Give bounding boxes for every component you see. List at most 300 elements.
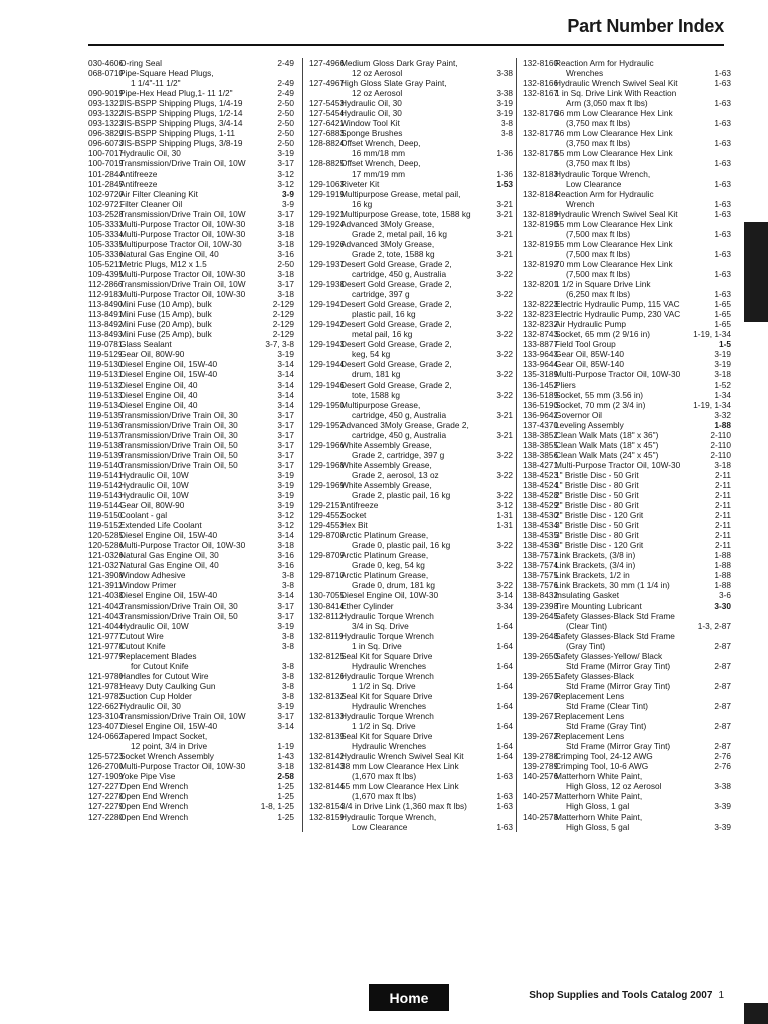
page-reference: 1-64	[496, 640, 513, 651]
page-reference	[729, 771, 731, 781]
index-entry	[523, 590, 731, 600]
page-reference: 3-8	[282, 690, 294, 701]
part-description: Multi-Purpose Tractor Oil, 10W-30	[120, 228, 246, 239]
part-number	[309, 450, 341, 460]
page-reference: 3-22	[496, 449, 513, 460]
part-description: Std Frame (Mirror Gray Tint)	[566, 741, 671, 752]
index-entry	[523, 279, 731, 289]
part-number: 132-8190	[523, 218, 559, 229]
index-entry	[88, 631, 294, 641]
part-number: 124-0662	[88, 731, 124, 742]
part-number: 140-2577	[523, 791, 559, 802]
page-reference: 3-17	[277, 600, 294, 611]
index-entry	[309, 711, 513, 721]
part-number: 119-5132	[88, 379, 123, 390]
part-description: Multi-Purpose Tractor Oil, 10W-30	[120, 218, 246, 229]
page-reference: 3-6	[719, 590, 731, 601]
page-reference: 3-22	[496, 540, 513, 551]
part-number: 136-9642	[523, 409, 559, 420]
page-reference	[511, 570, 513, 580]
page-reference: 3-17	[277, 158, 294, 169]
part-description: Hydraulic Wrenches	[352, 660, 427, 671]
index-entry	[523, 751, 731, 761]
part-description: keg, 54 kg	[352, 349, 391, 360]
index-entry	[88, 801, 294, 811]
page-reference	[729, 189, 731, 199]
part-number: 133-9643	[523, 349, 559, 360]
index-entry	[88, 721, 294, 731]
page-reference: 2-11	[715, 520, 731, 531]
part-number: 119-5144	[88, 500, 123, 511]
part-number: 105-5211	[88, 258, 123, 269]
part-description: Insulating Gasket	[555, 590, 620, 601]
part-description: Open End Wrench	[120, 781, 189, 792]
part-number	[523, 138, 555, 148]
index-entry	[309, 289, 513, 299]
part-description: Arctic Platinum Grease,	[341, 530, 429, 541]
part-description: Electric Hydraulic Pump, 115 VAC	[555, 299, 680, 310]
index-entry	[309, 148, 513, 158]
index-entry	[88, 580, 294, 590]
part-description: Riveter Kit	[341, 178, 380, 189]
part-number	[309, 721, 341, 731]
page-reference	[511, 400, 513, 410]
part-number: 127-6421	[309, 118, 345, 129]
part-description: Link Brackets, 30 mm (1 1/4 in)	[555, 580, 670, 591]
part-number	[88, 78, 120, 88]
page-reference: 3-19	[496, 108, 513, 119]
part-description: Clean Walk Mats (18" x 36")	[555, 429, 659, 440]
index-entry	[523, 701, 731, 711]
part-description: 36 mm Low Clearance Hex Link	[555, 108, 673, 119]
index-entry	[88, 259, 294, 269]
part-number: 119-5142	[88, 479, 123, 490]
index-entry	[309, 641, 513, 651]
part-description: Diesel Engine Oil, 40	[120, 379, 198, 390]
part-number: 121-9778	[88, 640, 124, 651]
page-reference	[729, 128, 731, 138]
page-reference: 3-19	[277, 620, 294, 631]
page-reference: 1-34	[714, 389, 731, 400]
index-entry	[309, 791, 513, 801]
part-number: 102-9720	[88, 188, 124, 199]
index-entry	[523, 651, 731, 661]
part-number: 129-1926	[309, 238, 345, 249]
part-description: Window Tool Kit	[341, 118, 400, 129]
part-number: 129-1937	[309, 258, 345, 269]
part-number	[523, 781, 555, 791]
part-description: 1" Bristle Disc - 80 Grit	[555, 479, 639, 490]
index-entry	[88, 530, 294, 540]
index-entry	[88, 812, 294, 822]
part-number: 128-8825	[309, 158, 345, 169]
part-description: Std Frame (Mirror Gray Tint)	[566, 660, 671, 671]
page-reference: 2-129	[272, 299, 294, 310]
part-number: 101-2845	[88, 178, 124, 189]
part-description: Antifreeze	[120, 168, 158, 179]
page-reference: 1-63	[714, 228, 731, 239]
page-reference: 3-38	[496, 68, 513, 79]
part-number	[309, 229, 341, 239]
index-entry	[523, 58, 731, 68]
part-description: Advanced 3Moly Grease, Grade 2,	[341, 419, 469, 430]
part-description: Reaction Arm for Hydraulic	[555, 58, 654, 68]
page-reference: 1-65	[714, 299, 731, 310]
page-reference	[511, 611, 513, 621]
page-reference	[729, 711, 731, 721]
part-description: (6,250 max ft lbs)	[566, 289, 631, 300]
index-entry	[88, 641, 294, 651]
part-number: 132-8166	[523, 78, 559, 89]
part-number: 132-8133	[309, 711, 345, 722]
page-reference: 3-19	[277, 479, 294, 490]
index-entry	[523, 711, 731, 721]
page-reference: 1-3, 2-87	[697, 620, 731, 631]
page-reference	[511, 239, 513, 249]
index-entry	[309, 380, 513, 390]
part-description: Filter Cleaner Oil	[120, 198, 183, 209]
index-entry	[88, 269, 294, 279]
part-description: Hydraulic Wrenches	[352, 741, 427, 752]
part-description: drum, 181 kg	[352, 369, 401, 380]
index-entry	[523, 380, 731, 390]
index-entry	[88, 359, 294, 369]
part-description: Transmission/Drive Train Oil, 50	[120, 459, 238, 470]
part-number: 121-9777	[88, 630, 124, 641]
part-description: Crimping Tool, 24-12 AWG	[555, 751, 653, 762]
index-entry	[523, 118, 731, 128]
page-reference: 1-52	[714, 379, 731, 390]
part-description: Glass Sealant	[120, 339, 172, 350]
part-description: Link Brackets, (3/8 in)	[555, 550, 636, 561]
part-number: 119-5135	[88, 409, 123, 420]
page-reference: 3-21	[496, 248, 513, 259]
part-description: Multipurpose Tractor Oil, 10W-30	[120, 238, 242, 249]
part-description: JIS-BSPP Shipping Plugs, 1-11	[120, 128, 235, 139]
index-entry	[523, 209, 731, 219]
part-number: 119-5134	[88, 399, 123, 410]
part-number: 105-3335	[88, 238, 124, 249]
index-entry	[523, 560, 731, 570]
page-reference	[511, 319, 513, 329]
index-entry	[309, 189, 513, 199]
part-number: 138-3856	[523, 449, 559, 460]
index-entry	[309, 661, 513, 671]
part-description: Tire Mounting Lubricant	[555, 600, 642, 611]
part-number: 136-5190	[523, 399, 559, 410]
part-description: Hydraulic Torque Wrench,	[555, 168, 651, 179]
part-description: Multipurpose Grease, tote, 1588 kg	[341, 208, 471, 219]
index-entry	[309, 781, 513, 791]
index-entry	[523, 641, 731, 651]
part-description: tote, 1588 kg	[352, 389, 400, 400]
page-reference: 2-129	[272, 309, 294, 320]
index-entry	[309, 359, 513, 369]
page-reference: 3-17	[277, 429, 294, 440]
page-reference: 3-34	[496, 600, 513, 611]
index-entry	[309, 349, 513, 359]
part-description: Multipurpose Grease, metal pail,	[341, 188, 461, 199]
page-reference	[729, 611, 731, 621]
page-reference	[729, 169, 731, 179]
part-description: Pipe-Hex Head Plug,1- 11 1/2"	[120, 88, 233, 99]
part-description: High Gloss, 5 gal	[566, 821, 630, 832]
part-description: 1 1/4"-11 1/2"	[131, 78, 181, 89]
part-number: 119-5143	[88, 490, 123, 501]
index-entry	[523, 339, 731, 349]
index-entry	[523, 761, 731, 771]
part-description: 46 mm Low Clearance Hex Link	[555, 128, 673, 139]
page-reference	[729, 731, 731, 741]
index-entry	[88, 390, 294, 400]
part-number: 138-4524	[523, 479, 559, 490]
page-reference: 2-129	[272, 319, 294, 330]
page-reference: 3-39	[714, 821, 731, 832]
page-reference: 3-14	[277, 359, 294, 370]
page-reference: 3-21	[496, 228, 513, 239]
part-number	[88, 661, 120, 671]
part-description: Cutout Wire	[120, 630, 164, 641]
index-entry	[309, 490, 513, 500]
part-description: Transmission/Drive Train Oil, 50	[120, 610, 238, 621]
part-number: 138-7576	[523, 580, 559, 591]
part-number	[309, 349, 341, 359]
part-description: (Gray Tint)	[566, 640, 606, 651]
index-entry	[88, 108, 294, 118]
part-description: Matterhorn White Paint,	[555, 811, 643, 822]
page-reference: 1-63	[714, 78, 731, 89]
part-number: 138-7575	[523, 570, 559, 581]
page-reference: 1-25	[277, 781, 294, 792]
part-description: Transmission/Drive Train Oil, 10W	[120, 158, 246, 169]
page-reference	[511, 550, 513, 560]
index-entry	[523, 510, 731, 520]
part-number	[523, 118, 555, 128]
page-reference: 3-19	[714, 349, 731, 360]
part-number: 132-8112	[309, 610, 344, 621]
index-entry	[309, 771, 513, 781]
part-number: 119-0781	[88, 339, 123, 350]
page-reference	[511, 339, 513, 349]
index-entry	[88, 179, 294, 189]
index-entry	[309, 400, 513, 410]
page-reference: 1-88	[714, 580, 731, 591]
part-number: 139-2645	[523, 610, 559, 621]
part-number	[309, 771, 341, 781]
page-reference: 3-21	[496, 198, 513, 209]
index-entry	[523, 400, 731, 410]
page-reference	[729, 691, 731, 701]
part-number: 030-4606	[88, 58, 124, 68]
index-entry	[309, 410, 513, 420]
part-number: 129-1969	[309, 479, 345, 490]
part-number	[309, 329, 341, 339]
index-entry	[309, 460, 513, 470]
part-number: 119-5152	[88, 520, 123, 531]
part-number	[523, 98, 555, 108]
part-description: Antifreeze	[341, 500, 379, 511]
page-reference: 2-11	[715, 530, 731, 541]
part-number: 100-7019	[88, 158, 124, 169]
part-description: Hydraulic Torque Wrench	[341, 670, 434, 681]
part-description: Metric Plugs, M12 x 1.5	[120, 258, 207, 269]
page-reference: 3-14	[277, 399, 294, 410]
index-entry	[88, 651, 294, 661]
index-entry	[523, 410, 731, 420]
part-description: Desert Gold Grease, Grade 2,	[341, 319, 452, 330]
part-description: metal pail, 16 kg	[352, 329, 413, 340]
part-description: Grade 2, aerosol, 13 oz	[352, 469, 439, 480]
page-reference: 3-12	[277, 178, 294, 189]
page-reference: 3-22	[496, 389, 513, 400]
index-entry	[88, 420, 294, 430]
page-reference	[729, 631, 731, 641]
index-entry	[309, 691, 513, 701]
page-reference: 3-17	[277, 711, 294, 722]
part-description: Hydraulic Oil, 10W	[120, 479, 189, 490]
part-description: Medium Gloss Dark Gray Paint,	[341, 58, 458, 68]
part-description: Transmission/Drive Train Oil, 10W	[120, 711, 246, 722]
part-number: 129-1952	[309, 419, 345, 430]
home-button[interactable]: Home	[369, 984, 449, 1011]
part-number: 127-6883	[309, 128, 345, 139]
index-entry	[523, 631, 731, 641]
part-number: 129-1943	[309, 339, 345, 350]
part-number: 132-8154	[309, 801, 345, 812]
part-number: 132-8178	[523, 148, 559, 159]
page-reference: 3-14	[277, 530, 294, 541]
index-entry	[309, 611, 513, 621]
part-number: 132-8231	[523, 309, 559, 320]
part-description: Gear Oil, 85W-140	[555, 359, 625, 370]
part-description: Desert Gold Grease, Grade 2,	[341, 379, 452, 390]
part-description: Std Frame (Mirror Gray Tint)	[566, 680, 671, 691]
index-entry	[309, 430, 513, 440]
part-number: 129-1944	[309, 359, 345, 370]
part-description: Natural Gas Engine Oil, 40	[120, 560, 219, 571]
part-number: 121-9780	[88, 670, 124, 681]
index-entry	[309, 761, 513, 771]
page-reference: 3-19	[496, 98, 513, 109]
part-number	[523, 822, 555, 832]
part-number	[523, 68, 555, 78]
part-number: 139-2398	[523, 600, 559, 611]
part-number: 121-3908	[88, 570, 124, 581]
index-entry	[88, 711, 294, 721]
part-description: Socket Wrench Assembly	[120, 751, 214, 762]
part-number: 138-4536	[523, 540, 559, 551]
page-reference	[729, 671, 731, 681]
page-reference: 3-19	[277, 349, 294, 360]
part-description: Grade 2, cartridge, 397 g	[352, 449, 445, 460]
index-entry	[523, 812, 731, 822]
index-entry	[309, 631, 513, 641]
part-description: Diesel Engine Oil, 40	[120, 389, 198, 400]
page-reference	[292, 731, 294, 741]
page-reference: 1-19	[277, 741, 294, 752]
part-number: 121-4043	[88, 610, 124, 621]
part-number	[309, 148, 341, 158]
part-number: 103-2528	[88, 208, 124, 219]
part-description: Multi-Purpose Tractor Oil, 10W-30	[555, 459, 681, 470]
part-number	[309, 169, 341, 179]
index-entry	[88, 249, 294, 259]
part-number: 119-5130	[88, 359, 123, 370]
index-entry	[309, 390, 513, 400]
page-reference	[729, 148, 731, 158]
index-entry	[88, 88, 294, 98]
page-reference	[729, 791, 731, 801]
index-entry	[309, 721, 513, 731]
index-entry	[88, 369, 294, 379]
part-description: Clean Walk Mats (18" x 45")	[555, 439, 659, 450]
index-entry	[309, 701, 513, 711]
index-entry	[523, 229, 731, 239]
page-reference: 1-63	[714, 198, 731, 209]
index-entry	[88, 520, 294, 530]
part-description: White Assembly Grease,	[341, 479, 432, 490]
index-entry	[523, 359, 731, 369]
part-description: Antifreeze	[120, 178, 158, 189]
part-description: Mini Fuse (15 Amp), bulk	[120, 309, 212, 320]
part-number: 129-1941	[309, 299, 345, 310]
index-entry	[88, 299, 294, 309]
index-entry	[523, 158, 731, 168]
page-reference: 2-87	[714, 640, 731, 651]
index-entry	[88, 410, 294, 420]
page-reference: 3-21	[496, 208, 513, 219]
index-entry	[523, 138, 731, 148]
index-entry	[523, 299, 731, 309]
part-number: 138-4535	[523, 530, 559, 541]
part-number: 132-8125	[309, 650, 345, 661]
page-reference: 2-110	[710, 449, 731, 460]
part-number: 127-5454	[309, 108, 345, 119]
page-reference: 3-19	[714, 359, 731, 370]
part-description: plastic pail, 16 kg	[352, 309, 416, 320]
part-number: 138-4534	[523, 520, 559, 531]
part-number	[523, 289, 555, 299]
part-number: 138-3852	[523, 429, 559, 440]
part-description: Grade 0, keg, 54 kg	[352, 560, 425, 571]
part-description: Coolant - gal	[120, 510, 168, 521]
page-reference: 3-18	[277, 268, 294, 279]
index-entry	[523, 480, 731, 490]
part-description: Hydraulic Oil, 30	[341, 108, 402, 119]
page-reference: 3-9	[282, 188, 294, 199]
part-description: 3" Bristle Disc - 80 Grit	[555, 530, 639, 541]
part-number: 137-4370	[523, 419, 559, 430]
page-reference: 3-17	[277, 409, 294, 420]
part-number: 138-4528	[523, 490, 559, 501]
index-entry	[309, 470, 513, 480]
page-reference: 3-22	[496, 369, 513, 380]
page-reference: 1-63	[714, 98, 731, 109]
part-description: Open End Wrench	[120, 811, 189, 822]
part-description: Leveling Assembly	[555, 419, 624, 430]
part-number: 132-8139	[309, 731, 345, 742]
part-number	[88, 741, 120, 751]
part-description: Offset Wrench, Deep,	[341, 138, 421, 149]
page-reference: 3-14	[277, 369, 294, 380]
index-entry	[88, 349, 294, 359]
part-description: for Cutout Knife	[131, 660, 189, 671]
part-number: 130-7055	[309, 590, 345, 601]
page-reference: 2-87	[714, 701, 731, 711]
part-description: Crimping Tool, 10-6 AWG	[555, 761, 649, 772]
part-description: Socket, 70 mm (2 3/4 in)	[555, 399, 646, 410]
page-reference	[511, 78, 513, 88]
